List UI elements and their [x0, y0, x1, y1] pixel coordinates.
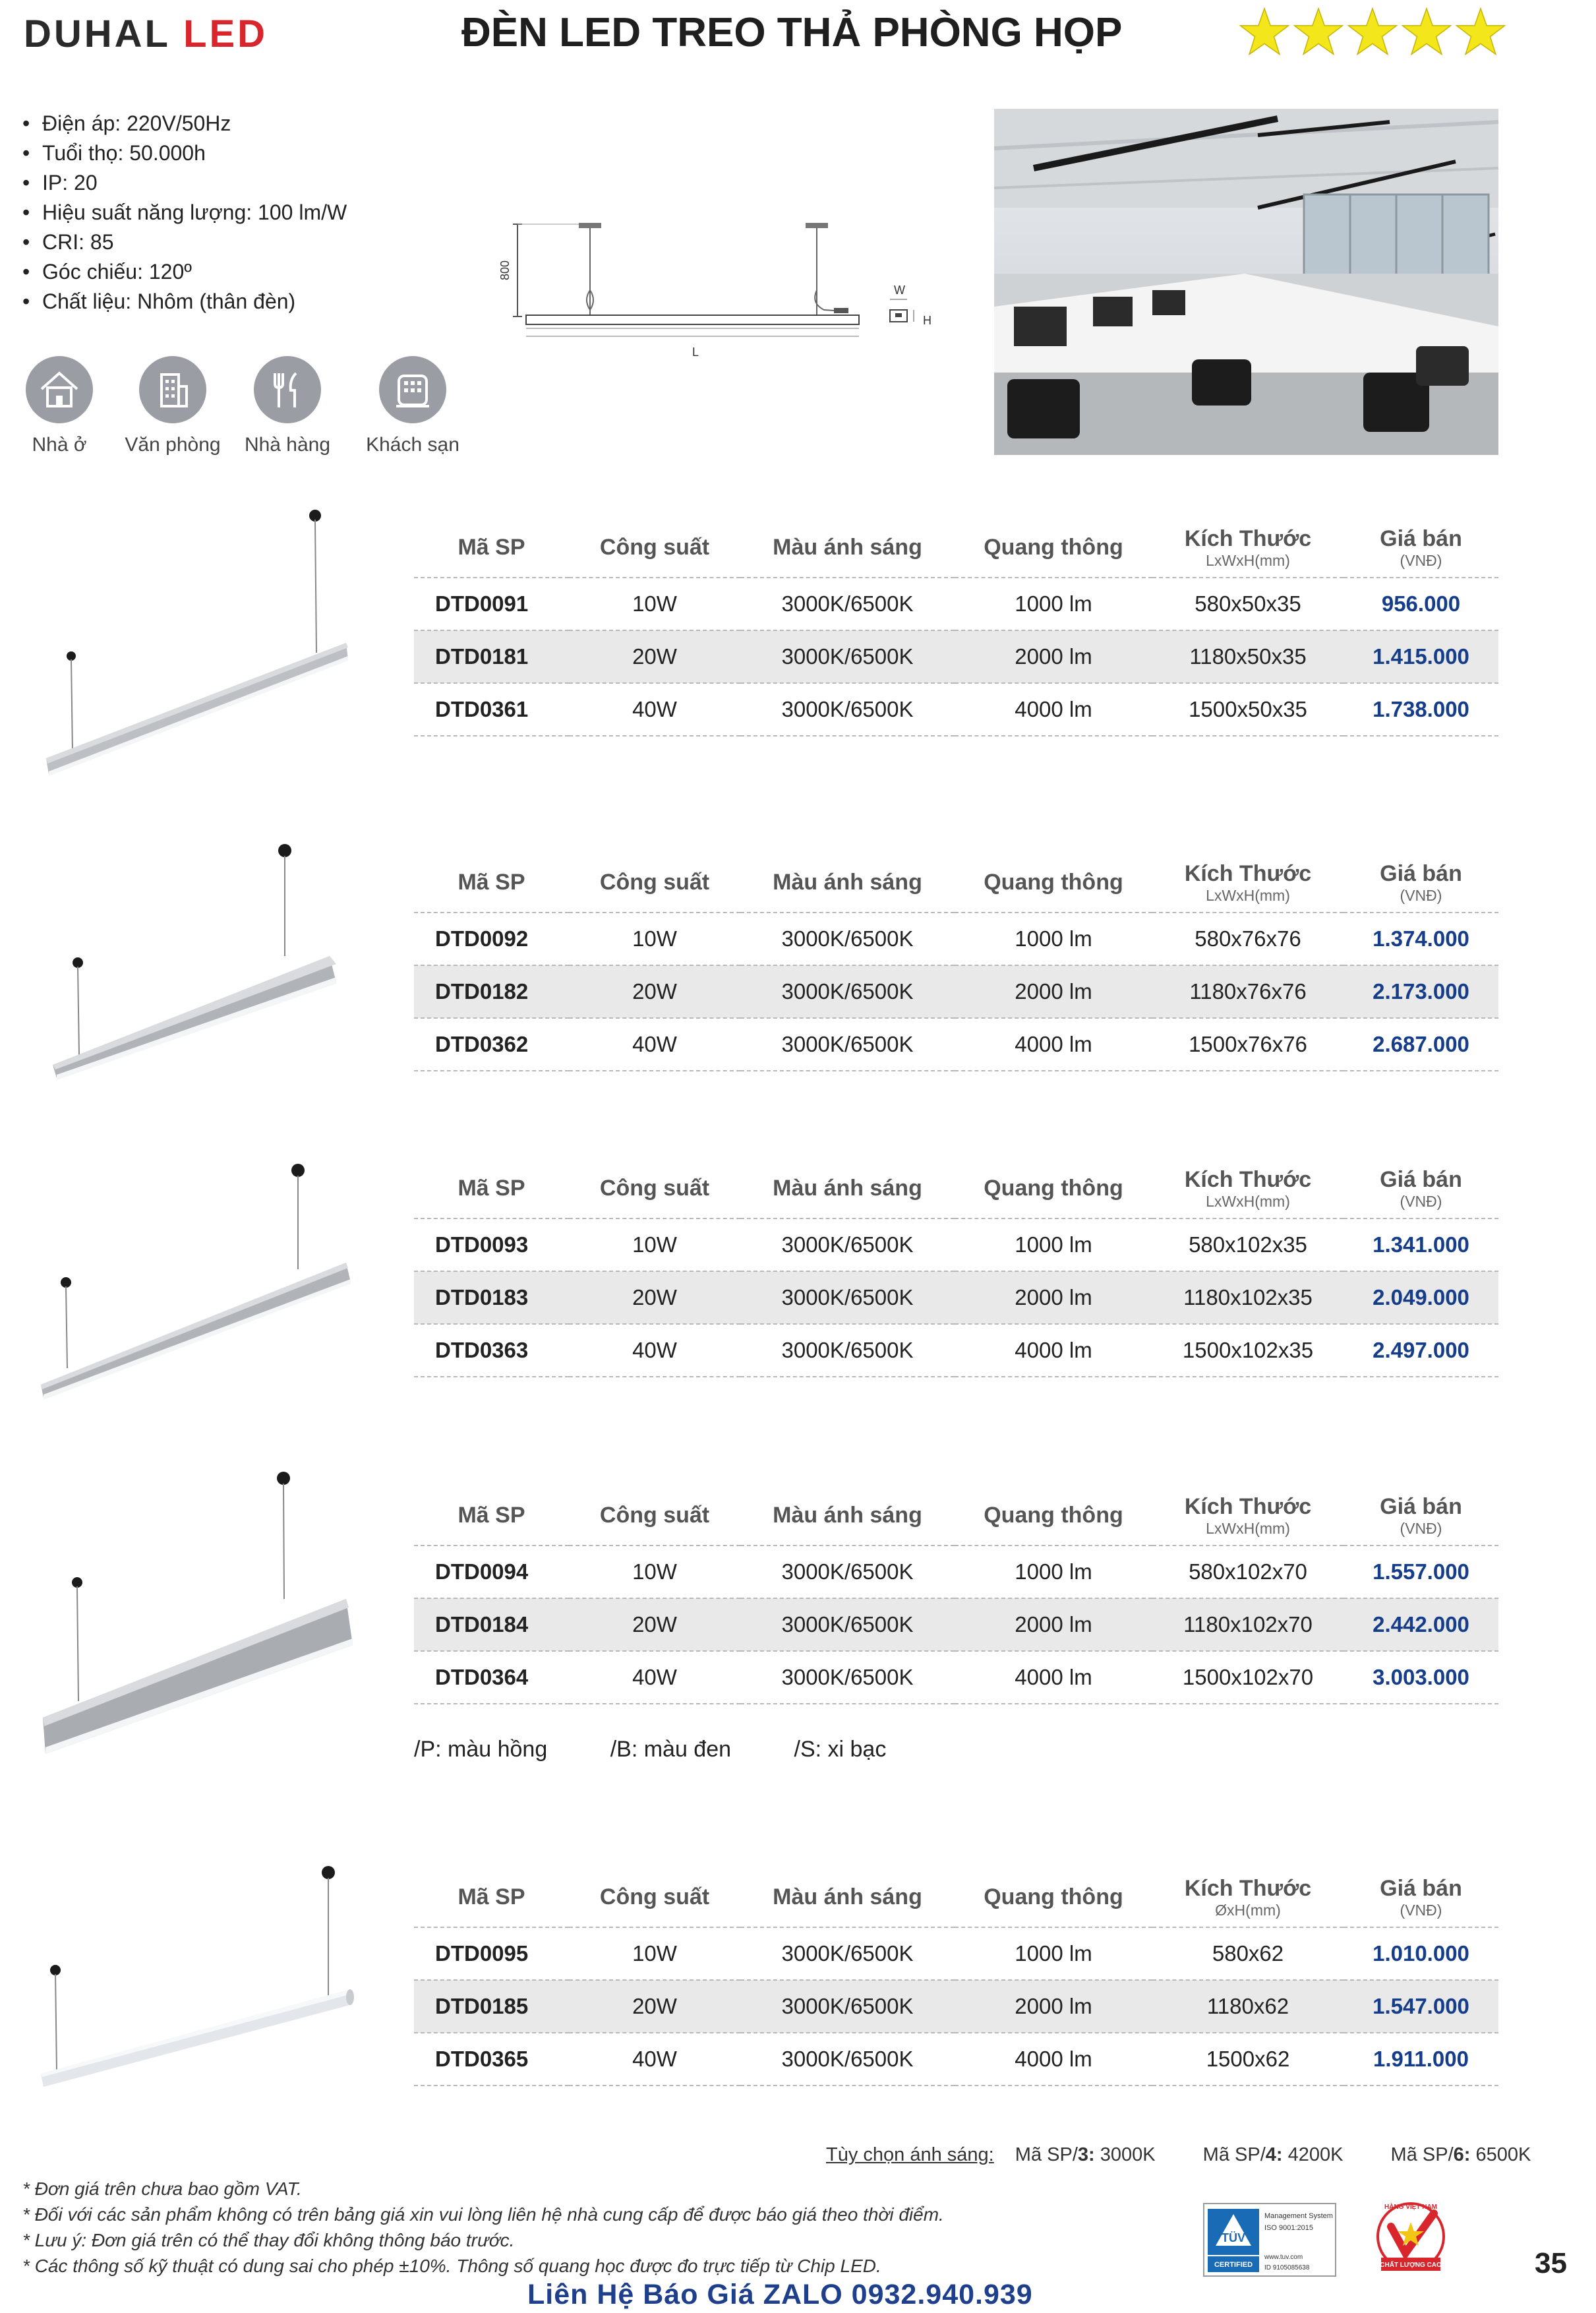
product-flux: 1000 lm: [955, 578, 1152, 630]
col-color: Màu ánh sáng: [740, 1158, 955, 1218]
light-options: [826, 2144, 1531, 2166]
brand-name: DUHAL: [24, 13, 170, 55]
height-label: 800: [498, 260, 512, 280]
vn-top-label: HÀNG VIỆT NAM: [1384, 2204, 1437, 2211]
col-power: Công suất: [569, 1867, 740, 1927]
dimension-diagram: [498, 211, 976, 363]
length-label: L: [692, 345, 699, 359]
col-code: Mã SP: [414, 1486, 569, 1546]
option-key: 6:: [1453, 2144, 1471, 2165]
spec-item: • Tuổi thọ: 50.000h: [20, 138, 347, 168]
col-size: [1152, 1158, 1344, 1218]
col-price-unit: (VNĐ): [1400, 551, 1442, 569]
brand-logo: [24, 12, 268, 56]
usage-hotel: [353, 356, 472, 456]
star-icon: [1347, 7, 1398, 57]
product-flux: 2000 lm: [955, 630, 1152, 683]
col-size: [1152, 518, 1344, 578]
col-size-label: Kích Thước: [1184, 526, 1312, 551]
footnote: * Lưu ý: Đơn giá trên có thể thay đổi không thông báo trước.: [22, 2230, 515, 2250]
product-code: DTD0091: [414, 578, 569, 630]
star-icon: [1293, 7, 1344, 57]
col-power: Công suất: [569, 518, 740, 578]
product-power: 40W: [569, 1324, 740, 1377]
table-header: [414, 1867, 1498, 1927]
product-flux: 2000 lm: [955, 965, 1152, 1018]
table-row: [414, 913, 1498, 965]
lamp-image-1: [40, 501, 363, 778]
height-label-section: H: [923, 314, 931, 327]
col-size-unit: LxWxH(mm): [1206, 1192, 1290, 1210]
col-size-label: Kích Thước: [1184, 1493, 1312, 1519]
vietnam-high-quality-badge: [1365, 2197, 1457, 2283]
product-power: 40W: [569, 1651, 740, 1704]
product-price: 2.173.000: [1344, 965, 1498, 1018]
option-value: 6500K: [1470, 2144, 1531, 2165]
product-code: DTD0184: [414, 1598, 569, 1651]
table-row: [414, 1546, 1498, 1598]
product-color: 3000K/6500K: [740, 1980, 955, 2033]
product-flux: 4000 lm: [955, 2033, 1152, 2086]
product-size: 1180x62: [1152, 1980, 1344, 2033]
page-number: 35: [1535, 2247, 1567, 2279]
usage-office: [113, 356, 232, 456]
col-price: [1344, 1867, 1498, 1927]
product-power: 10W: [569, 1546, 740, 1598]
product-size: 1180x50x35: [1152, 630, 1344, 683]
col-power: Công suất: [569, 1486, 740, 1546]
tuv-certification-badge: [1204, 2204, 1336, 2276]
light-option-4200k: [1203, 2144, 1344, 2165]
usage-label: Văn phòng: [125, 434, 221, 456]
product-flux: 2000 lm: [955, 1980, 1152, 2033]
spec-item: • IP: 20: [20, 168, 347, 198]
tuv-web-label: www.tuv.com: [1264, 2254, 1303, 2261]
col-color: Màu ánh sáng: [740, 518, 955, 578]
product-price: 1.911.000: [1344, 2033, 1498, 2086]
product-price: 1.547.000: [1344, 1980, 1498, 2033]
product-color: 3000K/6500K: [740, 1651, 955, 1704]
product-price: 2.442.000: [1344, 1598, 1498, 1651]
col-power: Công suất: [569, 1158, 740, 1218]
col-price-label: Giá bán: [1380, 860, 1462, 886]
col-color: Màu ánh sáng: [740, 853, 955, 913]
product-code: DTD0363: [414, 1324, 569, 1377]
table-row: [414, 630, 1498, 683]
product-color: 3000K/6500K: [740, 683, 955, 736]
col-price-unit: (VNĐ): [1400, 1901, 1442, 1919]
col-size: [1152, 1486, 1344, 1546]
product-color: 3000K/6500K: [740, 578, 955, 630]
light-option-6500k: [1391, 2144, 1531, 2165]
col-size-unit: ØxH(mm): [1215, 1901, 1281, 1919]
option-value: 4200K: [1282, 2144, 1344, 2165]
product-flux: 2000 lm: [955, 1598, 1152, 1651]
table-row: [414, 1018, 1498, 1071]
footnote: * Đối với các sản phẩm không có trên bảng giá xin vui lòng liên hệ nhà cung cấp để được báo giá theo thời điểm.: [22, 2204, 944, 2225]
width-label: W: [894, 284, 905, 297]
star-icon: [1402, 7, 1452, 57]
product-size: 1500x102x70: [1152, 1651, 1344, 1704]
table-header: [414, 1486, 1498, 1546]
col-flux: Quang thông: [955, 1158, 1152, 1218]
col-flux: Quang thông: [955, 1867, 1152, 1927]
product-code: DTD0092: [414, 913, 569, 965]
col-price: [1344, 1486, 1498, 1546]
col-price-label: Giá bán: [1380, 1875, 1462, 1901]
product-color: 3000K/6500K: [740, 630, 955, 683]
product-flux: 1000 lm: [955, 1546, 1152, 1598]
col-price: [1344, 1158, 1498, 1218]
office-building-icon: [139, 356, 206, 423]
usage-label: Khách sạn: [366, 434, 459, 456]
spec-item: • Hiệu suất năng lượng: 100 lm/W: [20, 198, 347, 227]
product-color: 3000K/6500K: [740, 1271, 955, 1324]
table-row: [414, 965, 1498, 1018]
product-size: 580x62: [1152, 1927, 1344, 1980]
svg-text:TÜV: TÜV: [1222, 2231, 1245, 2244]
col-size-unit: LxWxH(mm): [1206, 1519, 1290, 1537]
col-flux: Quang thông: [955, 518, 1152, 578]
col-code: Mã SP: [414, 1158, 569, 1218]
col-price-label: Giá bán: [1380, 1493, 1462, 1519]
col-code: Mã SP: [414, 1867, 569, 1927]
table-header: [414, 1158, 1498, 1218]
col-size-label: Kích Thước: [1184, 1166, 1312, 1192]
col-size-label: Kích Thước: [1184, 1875, 1312, 1901]
tuv-id-label: ID 9105085638: [1264, 2264, 1310, 2271]
option-key: 4:: [1265, 2144, 1283, 2165]
product-price: 3.003.000: [1344, 1651, 1498, 1704]
product-size: 580x102x70: [1152, 1546, 1344, 1598]
lamp-image-3: [33, 1157, 363, 1408]
usage-label: Nhà hàng: [244, 434, 331, 456]
product-flux: 4000 lm: [955, 683, 1152, 736]
product-power: 20W: [569, 1271, 740, 1324]
table-row: [414, 683, 1498, 736]
star-icon: [1239, 7, 1289, 57]
product-power: 20W: [569, 1980, 740, 2033]
product-size: 580x102x35: [1152, 1218, 1344, 1271]
col-color: Màu ánh sáng: [740, 1486, 955, 1546]
product-color: 3000K/6500K: [740, 1218, 955, 1271]
col-size: [1152, 1867, 1344, 1927]
product-color: 3000K/6500K: [740, 965, 955, 1018]
tuv-ms-label: Management System: [1264, 2212, 1333, 2220]
col-price-unit: (VNĐ): [1400, 886, 1442, 904]
col-price-unit: (VNĐ): [1400, 1192, 1442, 1210]
table-row: [414, 1271, 1498, 1324]
fork-knife-icon: [254, 356, 321, 423]
table-row: [414, 1598, 1498, 1651]
product-code: DTD0364: [414, 1651, 569, 1704]
brand-suffix: LED: [183, 13, 268, 55]
office-photo: [994, 109, 1498, 455]
product-power: 20W: [569, 965, 740, 1018]
spec-list: [20, 109, 347, 316]
product-price: 2.497.000: [1344, 1324, 1498, 1377]
lamp-image-2: [40, 837, 363, 1088]
product-power: 40W: [569, 683, 740, 736]
table-row: [414, 1980, 1498, 2033]
product-size: 1180x76x76: [1152, 965, 1344, 1018]
footnotes: [22, 2176, 944, 2279]
product-flux: 4000 lm: [955, 1651, 1152, 1704]
product-power: 20W: [569, 630, 740, 683]
table-row: [414, 1927, 1498, 1980]
col-price: [1344, 518, 1498, 578]
col-flux: Quang thông: [955, 1486, 1152, 1546]
col-price-unit: (VNĐ): [1400, 1519, 1442, 1537]
product-code: DTD0095: [414, 1927, 569, 1980]
product-size: 1500x50x35: [1152, 683, 1344, 736]
spec-item: • Góc chiếu: 120º: [20, 257, 347, 287]
col-code: Mã SP: [414, 518, 569, 578]
col-size: [1152, 853, 1344, 913]
option-prefix: Mã SP/: [1202, 2144, 1266, 2165]
table-row: [414, 1651, 1498, 1704]
color-option-silver: /S: xi bạc: [794, 1737, 887, 1762]
tuv-iso-label: ISO 9001:2015: [1264, 2224, 1314, 2232]
product-table-4: [414, 1486, 1498, 1704]
table-header: [414, 518, 1498, 578]
col-price-label: Giá bán: [1380, 1166, 1462, 1192]
product-price: 2.687.000: [1344, 1018, 1498, 1071]
footnote: * Đơn giá trên chưa bao gồm VAT.: [22, 2178, 302, 2199]
product-power: 10W: [569, 913, 740, 965]
product-power: 10W: [569, 1218, 740, 1271]
light-options-label: Tùy chọn ánh sáng:: [826, 2144, 994, 2165]
vn-quality-label: CHẤT LƯỢNG CAO: [1380, 2262, 1442, 2269]
product-power: 10W: [569, 578, 740, 630]
col-size-unit: LxWxH(mm): [1206, 886, 1290, 904]
col-color: Màu ánh sáng: [740, 1867, 955, 1927]
product-price: 1.010.000: [1344, 1927, 1498, 1980]
product-price: 1.341.000: [1344, 1218, 1498, 1271]
hotel-icon: [379, 356, 446, 423]
product-color: 3000K/6500K: [740, 1018, 955, 1071]
product-color: 3000K/6500K: [740, 1598, 955, 1651]
table-row: [414, 578, 1498, 630]
product-power: 10W: [569, 1927, 740, 1980]
product-size: 1180x102x35: [1152, 1271, 1344, 1324]
option-prefix: Mã SP/: [1015, 2144, 1078, 2165]
product-color: 3000K/6500K: [740, 913, 955, 965]
color-option-black: /B: màu đen: [610, 1737, 732, 1762]
page-title: ĐÈN LED TREO THẢ PHÒNG HỌP: [461, 10, 1123, 55]
col-size-unit: LxWxH(mm): [1206, 551, 1290, 569]
usage-label: Nhà ở: [32, 434, 87, 456]
col-power: Công suất: [569, 853, 740, 913]
product-code: DTD0183: [414, 1271, 569, 1324]
spec-item: • Chất liệu: Nhôm (thân đèn): [20, 287, 347, 316]
product-table-1: [414, 518, 1498, 736]
body-color-options: [414, 1737, 943, 1762]
product-flux: 4000 lm: [955, 1018, 1152, 1071]
product-code: DTD0361: [414, 683, 569, 736]
contact-line: Liên Hệ Báo Giá ZALO 0932.940.939: [527, 2279, 1033, 2310]
product-flux: 2000 lm: [955, 1271, 1152, 1324]
product-price: 1.374.000: [1344, 913, 1498, 965]
product-size: 580x76x76: [1152, 913, 1344, 965]
table-row: [414, 1218, 1498, 1271]
product-power: 40W: [569, 2033, 740, 2086]
col-code: Mã SP: [414, 853, 569, 913]
table-row: [414, 1324, 1498, 1377]
option-prefix: Mã SP/: [1390, 2144, 1454, 2165]
product-flux: 4000 lm: [955, 1324, 1152, 1377]
product-flux: 1000 lm: [955, 913, 1152, 965]
product-code: DTD0094: [414, 1546, 569, 1598]
house-icon: [26, 356, 93, 423]
usage-restaurant: [228, 356, 347, 456]
product-flux: 1000 lm: [955, 1927, 1152, 1980]
lamp-image-5: [33, 1859, 363, 2097]
color-option-pink: /P: màu hồng: [414, 1737, 548, 1762]
product-price: 956.000: [1344, 578, 1498, 630]
product-color: 3000K/6500K: [740, 1324, 955, 1377]
product-price: 1.738.000: [1344, 683, 1498, 736]
lamp-image-4: [36, 1464, 366, 1767]
product-size: 1500x76x76: [1152, 1018, 1344, 1071]
product-table-5: [414, 1867, 1498, 2086]
col-size-label: Kích Thước: [1184, 860, 1312, 886]
product-size: 1180x102x70: [1152, 1598, 1344, 1651]
product-flux: 1000 lm: [955, 1218, 1152, 1271]
col-flux: Quang thông: [955, 853, 1152, 913]
product-table-3: [414, 1158, 1498, 1377]
product-size: 1500x102x35: [1152, 1324, 1344, 1377]
product-power: 20W: [569, 1598, 740, 1651]
product-code: DTD0181: [414, 630, 569, 683]
option-key: 3:: [1077, 2144, 1095, 2165]
product-price: 1.415.000: [1344, 630, 1498, 683]
table-row: [414, 2033, 1498, 2086]
product-size: 580x50x35: [1152, 578, 1344, 630]
product-price: 2.049.000: [1344, 1271, 1498, 1324]
product-color: 3000K/6500K: [740, 1546, 955, 1598]
rating-stars: [1239, 7, 1506, 57]
product-code: DTD0365: [414, 2033, 569, 2086]
tuv-certified-label: CERTIFIED: [1214, 2261, 1253, 2269]
col-price-label: Giá bán: [1380, 526, 1462, 551]
product-power: 40W: [569, 1018, 740, 1071]
star-icon: [1456, 7, 1506, 57]
product-size: 1500x62: [1152, 2033, 1344, 2086]
product-code: DTD0093: [414, 1218, 569, 1271]
footnote: * Các thông số kỹ thuật có dung sai cho phép ±10%. Thông số quang học được đo trực tiếp từ Chip LED.: [22, 2256, 881, 2276]
spec-item: • CRI: 85: [20, 227, 347, 257]
light-option-3000k: [1015, 2144, 1156, 2165]
usage-home: [0, 356, 119, 456]
product-code: DTD0185: [414, 1980, 569, 2033]
product-code: DTD0182: [414, 965, 569, 1018]
col-price: [1344, 853, 1498, 913]
product-table-2: [414, 853, 1498, 1071]
table-header: [414, 853, 1498, 913]
product-price: 1.557.000: [1344, 1546, 1498, 1598]
option-value: 3000K: [1094, 2144, 1156, 2165]
product-code: DTD0362: [414, 1018, 569, 1071]
product-color: 3000K/6500K: [740, 1927, 955, 1980]
product-color: 3000K/6500K: [740, 2033, 955, 2086]
spec-item: • Điện áp: 220V/50Hz: [20, 109, 347, 138]
